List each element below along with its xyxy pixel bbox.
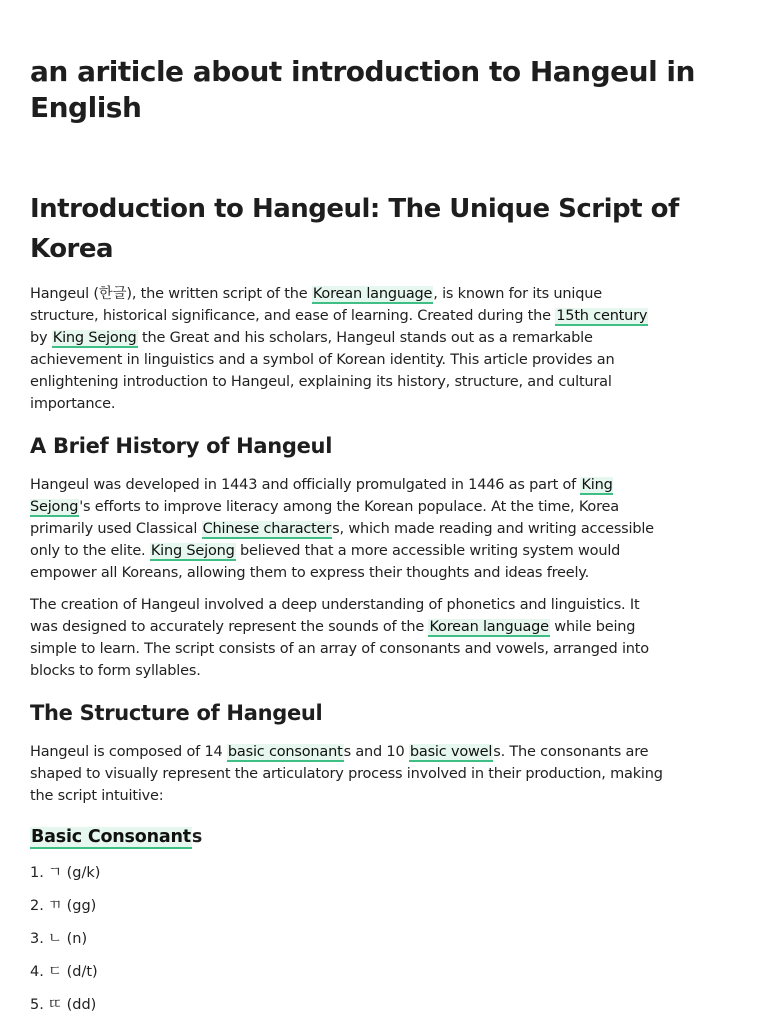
list-item-number: 4. xyxy=(30,964,44,980)
link-basic-consonant-heading[interactable]: Basic Consonant xyxy=(31,827,191,847)
link-basic-consonant[interactable]: basic consonant xyxy=(227,744,343,760)
list-item-text: ㄸ (dd) xyxy=(48,997,97,1013)
list-item-text: ㄱ (g/k) xyxy=(48,865,101,881)
history-p1-text-1: Hangeul was developed in 1443 and officially promulgated in 1446 as part of xyxy=(30,477,581,493)
history-p2-text-2: while being simple to learn. The script consists of an array of consonants and vowels, arranged into blocks to form syllables. xyxy=(30,619,649,679)
list-item xyxy=(30,928,738,950)
structure-text-3: s. The consonants are shaped to visually represent the articulatory process involved in their production, making the script intuitive: xyxy=(30,744,663,804)
list-item-number: 5. xyxy=(30,997,44,1013)
link-king-sejong[interactable]: King Sejong xyxy=(52,330,137,346)
link-korean-language[interactable]: Korean language xyxy=(429,619,549,635)
history-p1-text-2: 's efforts to improve literacy among the Korean populace. At the time, Korea primarily used Classical xyxy=(30,499,619,537)
link-king-sejong[interactable]: King Sejong xyxy=(150,543,235,559)
link-korean-language[interactable]: Korean language xyxy=(312,286,433,302)
intro-text-2: , is known for its unique structure, historical significance, and ease of learning. Created during the xyxy=(30,286,602,324)
list-item-text: ㄴ (n) xyxy=(48,931,88,947)
structure-text-1: Hangeul is composed of 14 xyxy=(30,744,227,760)
structure-heading: The Structure of Hangeul xyxy=(30,701,323,725)
history-paragraph-1 xyxy=(30,474,670,584)
list-item-number: 3. xyxy=(30,931,44,947)
history-p1-text-3: s, which made reading and writing accessible only to the elite. xyxy=(30,521,654,559)
link-15th-century[interactable]: 15th century xyxy=(556,308,648,324)
intro-text-3: by xyxy=(30,330,52,346)
structure-paragraph xyxy=(30,741,670,807)
list-item xyxy=(30,862,738,884)
history-p1-text-4: believed that a more accessible writing system would empower all Koreans, allowing them to express their thoughts and ideas freely. xyxy=(30,543,621,581)
history-heading: A Brief History of Hangeul xyxy=(30,434,333,458)
document-title: an ariticle about introduction to Hangeul in English xyxy=(30,55,695,124)
link-king-sejong[interactable]: King Sejong xyxy=(30,477,613,515)
list-item-text: ㄲ (gg) xyxy=(48,898,97,914)
history-paragraph-2 xyxy=(30,594,670,682)
list-item xyxy=(30,994,738,1016)
list-item-number: 1. xyxy=(30,865,44,881)
intro-text-1: Hangeul (한글), the written script of the xyxy=(30,286,312,302)
intro-text-4: the Great and his scholars, Hangeul stands out as a remarkable achievement in linguistics and a symbol of Korean identity. This article provides an enlightening introduction to Hangeul, explaining its history, structure, and cultural importance. xyxy=(30,330,615,412)
basic-consonants-heading xyxy=(30,824,738,850)
history-p2-text-1: The creation of Hangeul involved a deep understanding of phonetics and linguistics. It was designed to accurately represent the sounds of the xyxy=(30,597,640,635)
intro-paragraph xyxy=(30,283,670,415)
list-item xyxy=(30,895,738,917)
link-basic-vowel[interactable]: basic vowel xyxy=(409,744,493,760)
list-item-text: ㄷ (d/t) xyxy=(48,964,98,980)
article-title: Introduction to Hangeul: The Unique Script of Korea xyxy=(30,194,679,264)
consonant-list xyxy=(30,862,738,1016)
list-item xyxy=(30,961,738,983)
structure-text-2: s and 10 xyxy=(343,744,409,760)
list-item-number: 2. xyxy=(30,898,44,914)
link-chinese-character[interactable]: Chinese character xyxy=(202,521,332,537)
basic-consonants-heading-suffix: s xyxy=(191,827,203,847)
